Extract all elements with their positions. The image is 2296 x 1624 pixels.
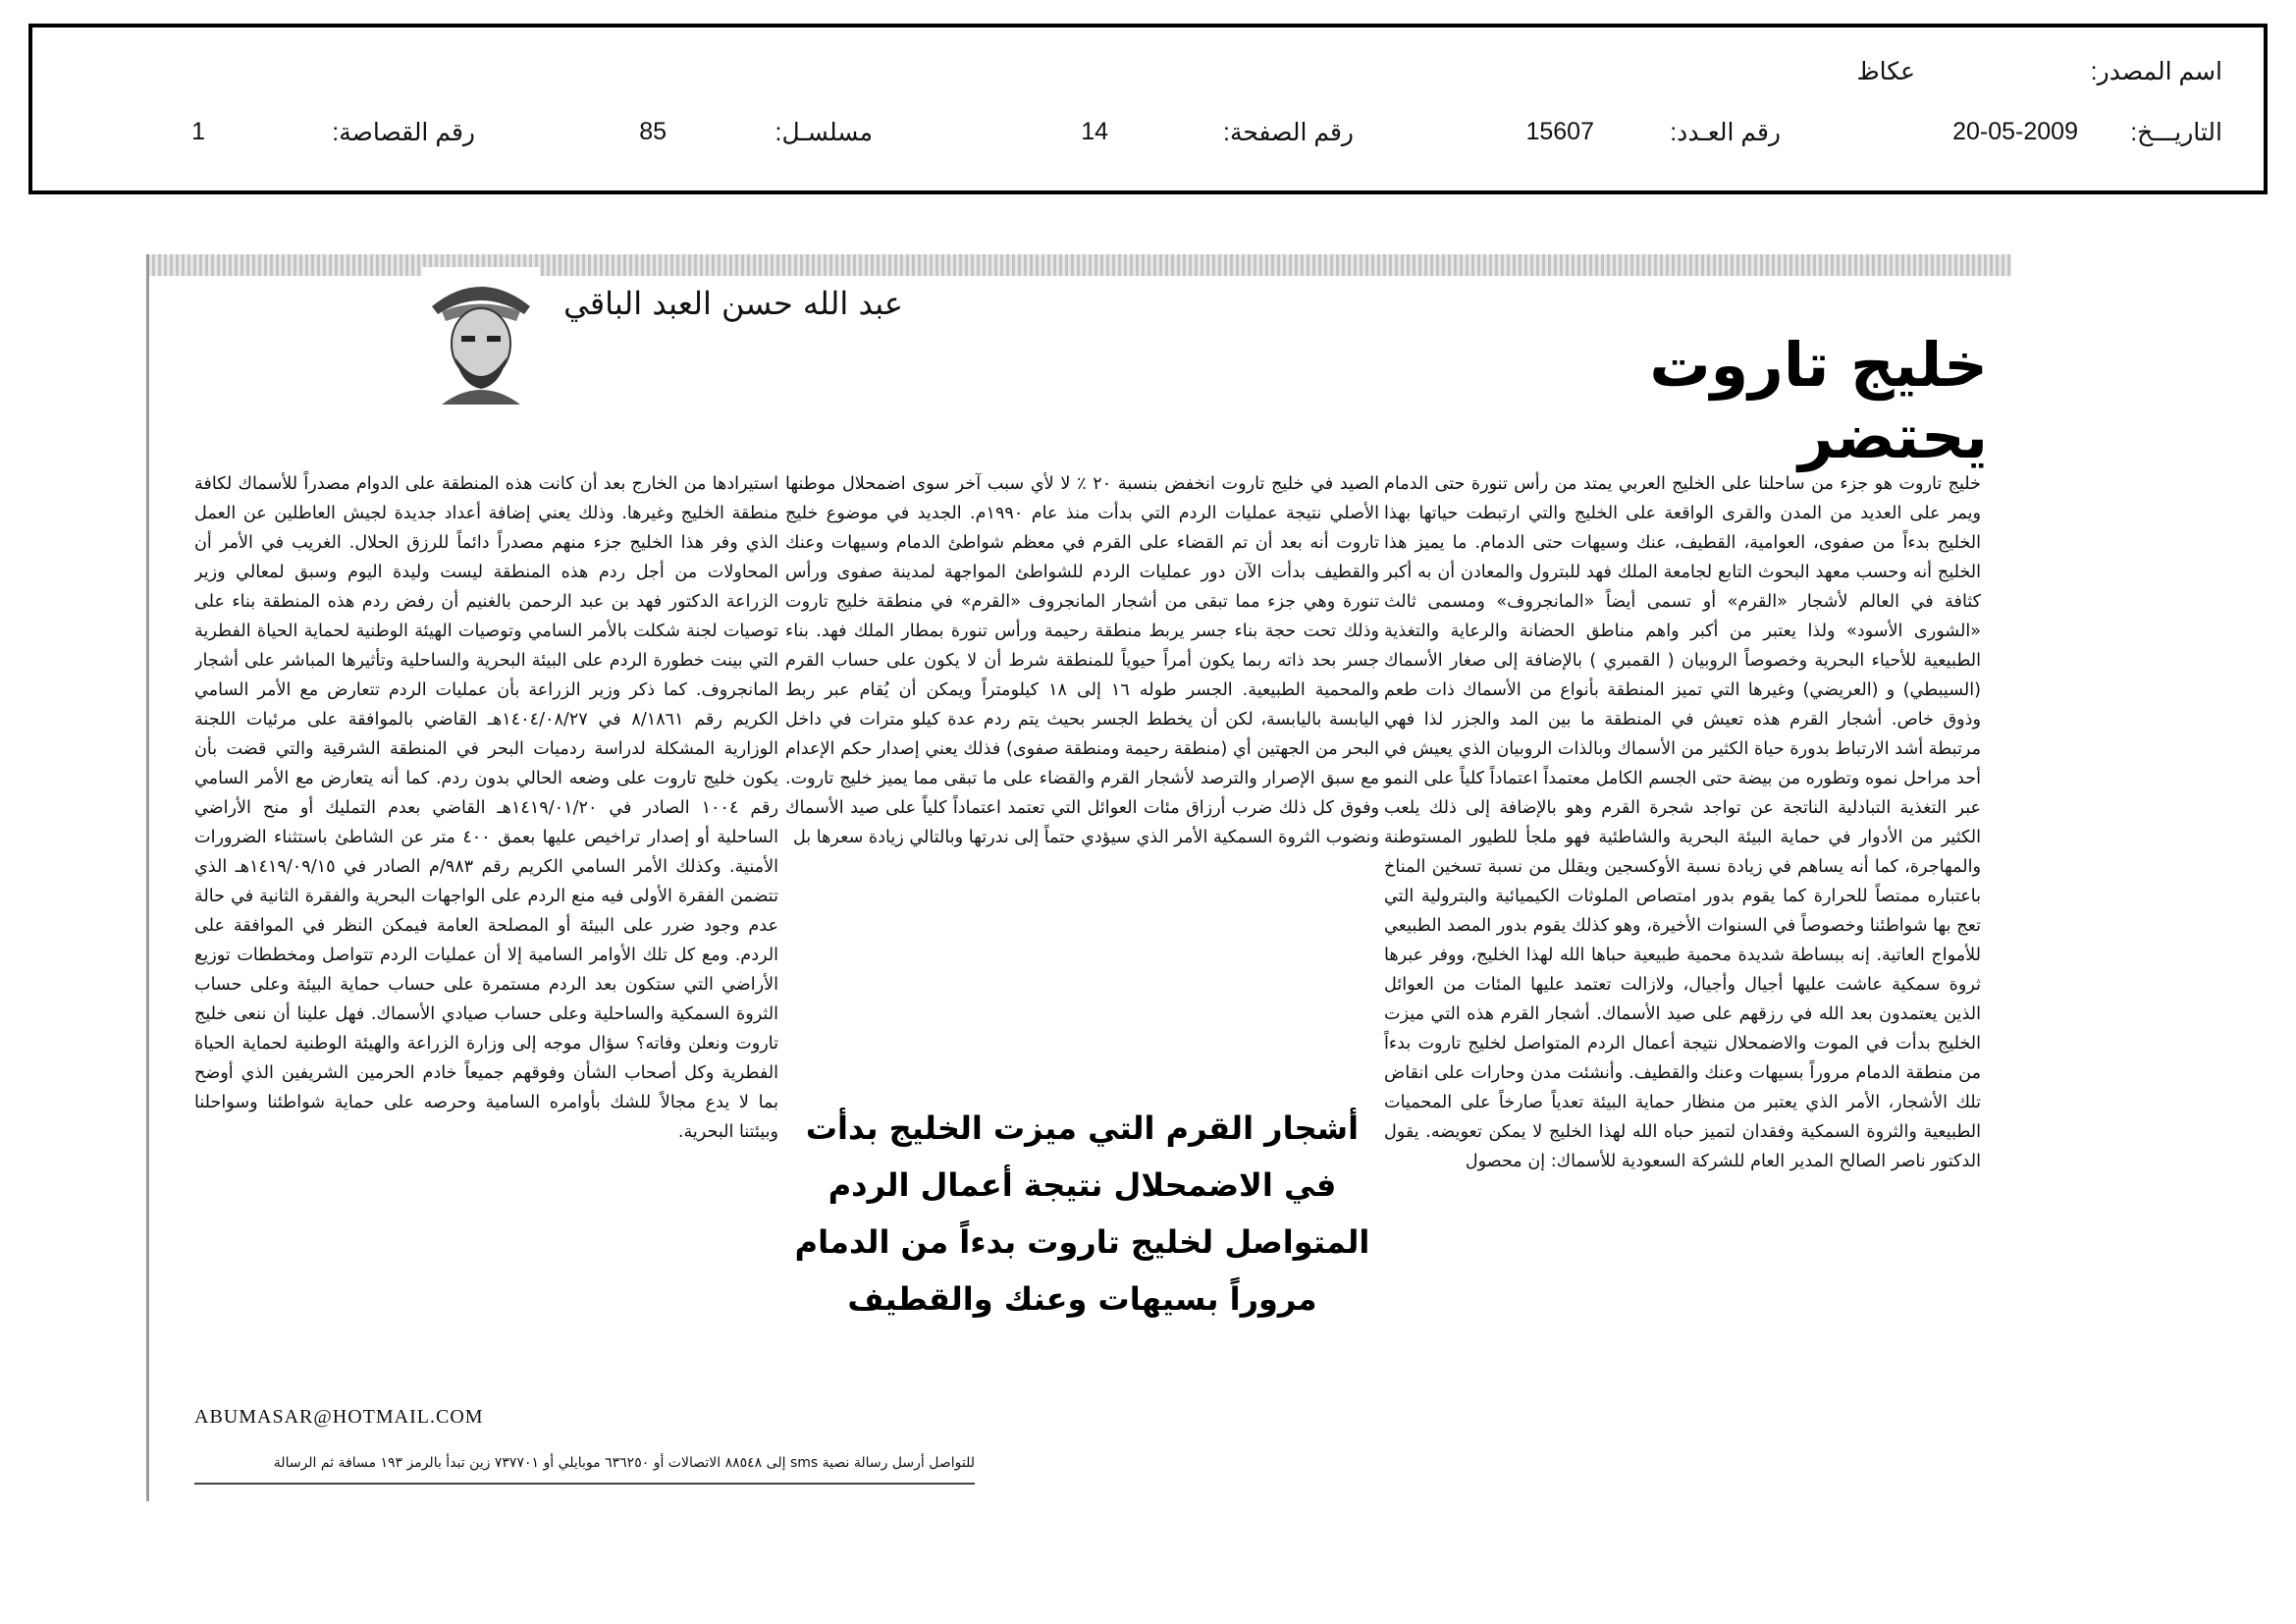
serial-value: 85 — [639, 118, 667, 145]
author-portrait — [422, 267, 540, 405]
author-email: ABUMASAR@HOTMAIL.COM — [194, 1406, 484, 1428]
date-value: 20-05-2009 — [1952, 118, 2078, 145]
page-label: رقم الصفحة: — [1223, 119, 1354, 146]
article-author: عبد الله حسن العبد الباقي — [563, 285, 903, 322]
article-column-right-text: خليج تاروت هو جزء من ساحلنا على الخليج العربي يمتد من رأس تنورة حتى الدمام ويمر على العديد من المدن والقرى الواقعة على الخليج والتي ارتبطت حياتها بهذا الخليج بدءاً من صفوى، العوامية، القطيف، عنك وسيهات حتى الدمام. ما يميز هذا الخليج أنه وحسب معهد البحوث التابع لجامعة الملك فهد للبترول والمعادن أن به أكبر كثافة في العالم لأشجار «القرم» أو تسمى أيضاً «المانجروف» ومسمى ثالث «الشورى الأسود» ولذا يعتبر من أكبر واهم مناطق الحضانة والرعاية والتغذية الطبيعية للأحياء البحرية وخصوصاً الروبيان ( القمبري ) بالإضافة إلى صغار الأسماك (السيبطي) و (العريضي) وغيرها التي تميز المنطقة بأنواع من الأسماك ذات طعم وذوق خاص. أشجار القرم هذه تعيش في المنطقة ما بين المد والجزر لذا فهي مرتبطة أشد الارتباط بدورة حياة الكثير من الأسماك وبالذات الروبيان الذي يعيش في أحد مراحل نموه وتطوره من بيضة حتى الجسم الكامل معتمداً اعتماداً كلياً على النمو عبر التغذية التبادلية الناتجة عن تواجد شجرة القرم وهو بالإضافة إلى ذلك يلعب الكثير من الأدوار في حماية البيئة البحرية والشاطئية فهو ملجأ للطيور المستوطنة والمهاجرة، كما أنه يساهم في زيادة نسبة الأوكسجين ويقلل من نسبة تسخين المناخ باعتباره ممتصاً للحرارة كما يقوم بدور امتصاص الملوثات الكيميائية والبترولية التي تعج بها شواطئنا وخصوصاً في السنوات الأخيرة، وهو كذلك يقوم بدور المصد الطبيعي للأمواج العاتية. إنه ببساطة شديدة محمية طبيعية حباها الله لهذا الخليج، ووفر عبرها ثروة سمكية عاشت عليها أجيال وأجيال، ولازالت تعتمد عليها المئات من العوائل الذين يعتمدون بعد الله في رزقهم على صيد الأسماك. أشجار القرم هذه التي ميزت الخليج بدأت في الموت والاضمحلال نتيجة أعمال الردم المتواصل لخليج تاروت بدءاً من منطقة الدمام مروراً بسيهات وعنك والقطيف. وأنشئت مدن وحارات على انقاض تلك الأشجار، الأمر الذي يعتبر من منظار حماية البيئة تعدياً صارخاً على المحميات الطبيعية والثروة السمكية وفقدان لتميز حباه الله لهذا الخليج لا يمكن تعويضه. يقول الدكتور ناصر الصالح المدير العام للشركة السعودية للأسماك: إن محصول — [1384, 474, 1981, 1171]
page-value: 14 — [1081, 118, 1108, 145]
issue-value: 15607 — [1525, 118, 1594, 145]
article-column-middle — [785, 469, 1379, 980]
article-column-left-text: استيرادها من الخارج بعد أن كانت هذه المنطقة على الدوام مصدراً للأسماك لكافة منطقة الخليج وغيرها. وذلك يعني إضافة أعداد جديدة لجيش العاطلين عن العمل الذي وفر هذا الخليج جزء منهم مصدراً دائماً للرزق الحلال. الغريب في الأمر أن المحاولات من أجل ردم هذه المنطقة ليست وليدة اليوم وسبق لمعالي وزير الزراعة الدكتور فهد بن عبد الرحمن بالغنيم أن رفض ردم هذه المنطقة بناء على توصيات لجنة شكلت بالأمر السامي وتوصيات الهيئة الوطنية لحماية الحياة الفطرية التي بينت خطورة الردم على البيئة البحرية والساحلية وتأثيرها المباشر على أشجار المانجروف. كما ذكر وزير الزراعة بأن عمليات الردم تتعارض مع الأمر السامي الكريم رقم ٨/١٨٦١ في ١٤٠٤/٠٨/٢٧هـ القاضي بالموافقة على مرئيات اللجنة الوزارية المشكلة لدراسة ردميات البحر في المنطقة الشرقية والتي قضت بأن يكون خليج تاروت على وضعه الحالي بدون ردم. كما أنه يتعارض مع الأمر السامي رقم ١٠٠٤ الصادر في ١٤١٩/٠١/٢٠هـ القاضي بعدم التمليك أو منح الأراضي الساحلية أو إصدار تراخيص عليها بعمق ٤٠٠ متر عن الشاطئ باستثناء الضرورات الأمنية. وكذلك الأمر السامي الكريم رقم ٩٨٣/م الصادر في ١٤١٩/٠٩/١٥هـ الذي تتضمن الفقرة الأولى فيه منع الردم على الواجهات البحرية والفقرة الثانية في حالة عدم وجود ضرر على البيئة أو المصلحة العامة فيمكن النظر في الموافقة على الردم. ومع كل تلك الأوامر السامية إلا أن عمليات الردم تتواصل ومخططات توزيع الأراضي التي ستكون بعد الردم مستمرة على حساب حماية البيئة وعلى حساب الثروة السمكية والساحلية وعلى حساب صيادي الأسماك. فهل علينا أن ننعى خليج تاروت ونعلن وفاته؟ سؤال موجه إلى وزارة الزراعة والهيئة الوطنية لحماية الحياة الفطرية وكل أصحاب الشأن وفوقهم جميعاً خادم الحرمين الشريفين الذي أوضح بما لا يدع مجالاً للشك بأوامره السامية وحرصه على حماية شواطئنا وسواحلنا وبيئتنا البحرية. — [194, 474, 778, 1142]
source-value: عكاظ — [1856, 58, 1915, 85]
issue-label: رقم العـدد: — [1670, 119, 1781, 146]
article-column-left — [194, 469, 778, 1397]
pull-quote: أشجار القرم التي ميزت الخليج بدأت في الاضمحلال نتيجة أعمال الردم المتواصل لخليج تاروت بدءاً من الدمام مروراً بسيهات وعنك والقطيف — [794, 1110, 1370, 1318]
serial-label: مسلسـل: — [774, 119, 873, 146]
footer-sms-note: للتواصل أرسل رسالة نصية sms إلى ٨٨٥٤٨ الاتصالات أو ٦٣٦٢٥٠ موبايلي أو ٧٣٧٧٠١ زين تبدأ بالرمز ١٩٣ مسافة ثم الرسالة — [273, 1455, 975, 1471]
article-headline: خليج تاروت يحتضر — [1649, 329, 1988, 472]
scan-left-edge — [146, 254, 149, 1501]
metadata-box — [28, 24, 2268, 194]
footer-rule — [194, 1483, 975, 1485]
source-label: اسم المصدر: — [2090, 58, 2222, 85]
clipping-label: رقم القصاصة: — [332, 119, 475, 146]
date-label: التاريـــخ: — [2130, 119, 2222, 146]
article-column-right — [1384, 469, 1981, 1176]
clipping-value: 1 — [191, 118, 205, 145]
article-column-middle-text: الصيد في خليج تاروت انخفض بنسبة ٢٠ ٪ لا لأي سبب آخر سوى اضمحلال موطنها الأصلي نتيجة عمليات الردم التي بدأت منذ عام ١٩٩٠م. الجديد في موضوع خليج تاروت أنه بعد أن تم القضاء على القرم في معظم شواطئ الدمام وسيهات وعنك والقطيف بدأت الآن دور عمليات الردم للشواطئ المواجهة لمدينة صفوى ورأس تنورة وهي جزء مما تبقى من أشجار المانجروف «القرم» في منطقة خليج تاروت وذلك تحت حجة بناء جسر يربط منطقة رحيمة ورأس تنورة بمطار الملك فهد. بناء جسر بحد ذاته ربما يكون أمراً حيوياً للمنطقة شرط أن لا يكون على حساب القرم والمحمية الطبيعية. الجسر طوله ١٦ إلى ١٨ كيلومتراً ويمكن أن يُقام عبر ربط اليابسة باليابسة، لكن أن يخطط الجسر بحيث يتم ردم عدة كيلو مترات في داخل البحر من الجهتين أي (منطقة رحيمة ومنطقة صفوى) فذلك يعني إصدار حكم الإعدام مع سبق الإصرار والترصد لأشجار القرم والقضاء على ما تبقى مما يميز خليج تاروت. وفوق كل ذلك ضرب أرزاق مئات العوائل التي تعتمد اعتماداً كلياً على صيد الأسماك ونضوب الثروة السمكية الأمر الذي سيؤدي حتماً إلى ندرتها وبالتالي زيادة سعرها بل — [785, 474, 1379, 847]
